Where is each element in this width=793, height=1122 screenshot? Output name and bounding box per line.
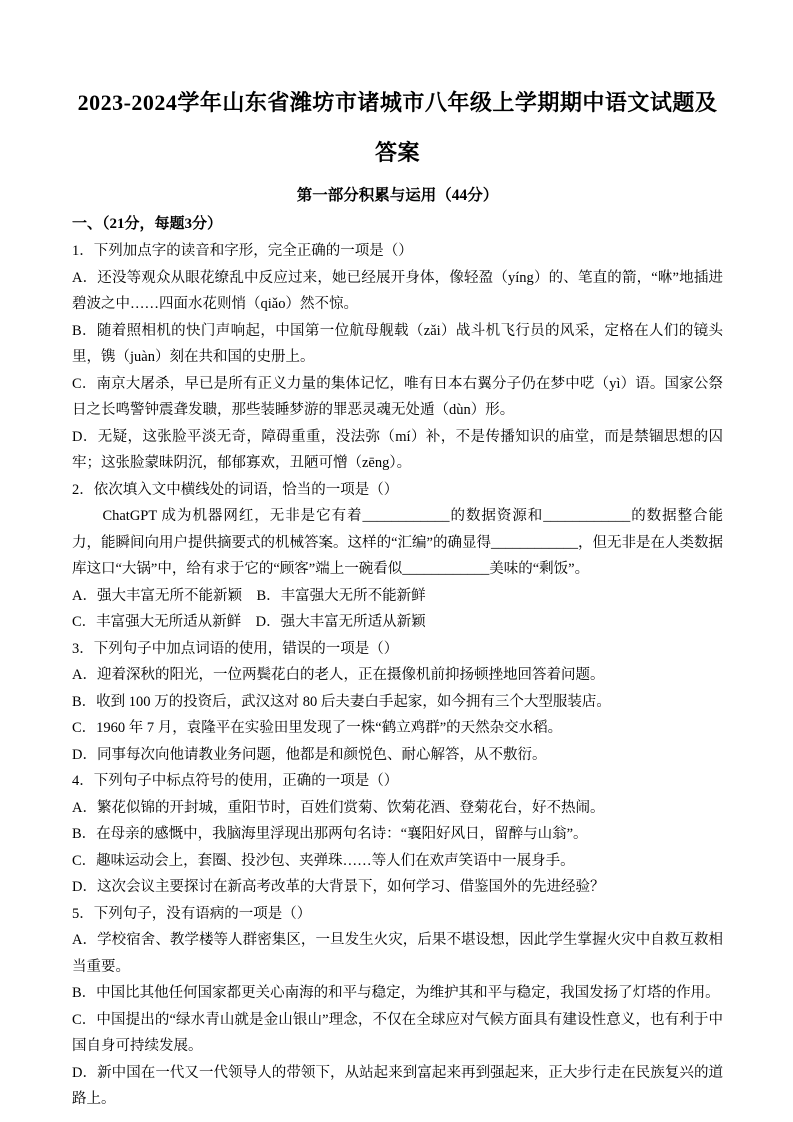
question-4-option-c: C．趣味运动会上，套圈、投沙包、夹弹珠……等人们在欢声笑语中一展身手。 <box>72 852 575 869</box>
question-5-option-b: B．中国比其他任何国家都更关心南海的和平与稳定，为维护其和平与稳定，我国发扬了灯塔的作用。 <box>72 985 720 1001</box>
question-3-option-b: B．收到 100 万的投资后，武汉这对 80 后夫妻白手起家，如今拥有三个大型服装店。 <box>72 693 611 710</box>
question-5-option-c: C．中国提出的“绿水青山就是金山银山”理念，不仅在全球应对气候方面具有建设性意义，也有利于中国自身可持续发展。 <box>72 1011 723 1054</box>
part-header: 第一部分积累与运用（44分） <box>296 187 499 204</box>
question-3-option-a: A．迎着深秋的阳光，一位两鬓花白的老人，正在摄像机前抑扬顿挫地回答着问题。 <box>72 667 605 683</box>
question-4-option-a: A．繁花似锦的开封城，重阳节时，百姓们赏菊、饮菊花酒、登菊花台，好不热闹。 <box>72 799 605 816</box>
question-2-options-cd: C．丰富强大无所适从新鲜 D．强大丰富无所适从新颖 <box>72 614 426 630</box>
question-1-option-a: A．还没等观众从眼花缭乱中反应过来，她已经展开身体，像轻盈（yíng）的、笔直的箭，“咻”地插进碧波之中……四面水花则悄（qiǎo）然不惊。 <box>72 269 723 312</box>
question-list <box>72 238 723 1113</box>
question-4-option-b: B．在母亲的感慨中，我脑海里浮现出那两句名诗：“襄阳好风日，留醉与山翁”。 <box>72 826 588 842</box>
question-2: 2．依次填入文中横线处的词语，恰当的一项是（） <box>72 481 399 498</box>
question-3-option-d: D．同事每次向他请教业务问题，他都是和颜悦色、耐心解答，从不敷衍。 <box>72 746 547 763</box>
question-1-option-d: D．无疑，这张脸平淡无奇，障碍重重，没法弥（mí）补，不是传播知识的庙堂，而是禁锢思想的囚牢；这张脸蒙昧阴沉，郁郁寡欢，丑陋可憎（zēng）。 <box>72 428 723 471</box>
section-header: 一、（21分，每题3分） <box>72 216 223 232</box>
question-3: 3．下列句子中加点词语的使用，错误的一项是（） <box>72 640 399 657</box>
question-5: 5．下列句子，没有语病的一项是（） <box>72 905 312 922</box>
question-2-passage: ChatGPT 成为机器网红，无非是它有着____________的数据资源和____________的数据整合能力，能瞬间向用户提供摘要式的机械答案。这样的“汇编”的确显得____________，但无非是在人类数据库这口“大锅”中，给有求于它的“顾客”端上一碗看似____________美味的“剩饭”。 <box>72 508 723 577</box>
question-5-option-a: A．学校宿舍、教学楼等人群密集区，一旦发生火灾，后果不堪设想，因此学生掌握火灾中自救互救相当重要。 <box>72 932 723 975</box>
question-1-option-b: B．随着照相机的快门声响起，中国第一位航母舰载（zǎi）战斗机飞行员的风采，定格在人们的镜头里，镌（juàn）刻在共和国的史册上。 <box>72 322 723 365</box>
question-5-option-d: D．新中国在一代又一代领导人的带领下，从站起来到富起来再到强起来，正大步行走在民族复兴的道路上。 <box>72 1064 723 1107</box>
question-1: 1．下列加点字的读音和字形，完全正确的一项是（） <box>72 243 413 259</box>
question-1-option-c: C．南京大屠杀，早已是所有正义力量的集体记忆，唯有日本右翼分子仍在梦中呓（yì）语。国家公祭日之长鸣警钟震聋发聩，那些装睡梦游的罪恶灵魂无处遁（dùn）形。 <box>72 375 723 418</box>
question-4-option-d: D．这次会议主要探讨在新高考改革的大背景下，如何学习、借鉴国外的先进经验？ <box>72 879 605 895</box>
question-4: 4．下列句子中标点符号的使用，正确的一项是（） <box>72 773 399 789</box>
document-title: 2023-2024学年山东省潍坊市诸城市八年级上学期期中语文试题及答案 <box>77 90 718 165</box>
question-2-options-ab: A．强大丰富无所不能新颖 B．丰富强大无所不能新鲜 <box>72 587 426 604</box>
question-3-option-c: C．1960 年 7 月，袁隆平在实验田里发现了一株“鹤立鸡群”的天然杂交水稻。 <box>72 720 563 736</box>
